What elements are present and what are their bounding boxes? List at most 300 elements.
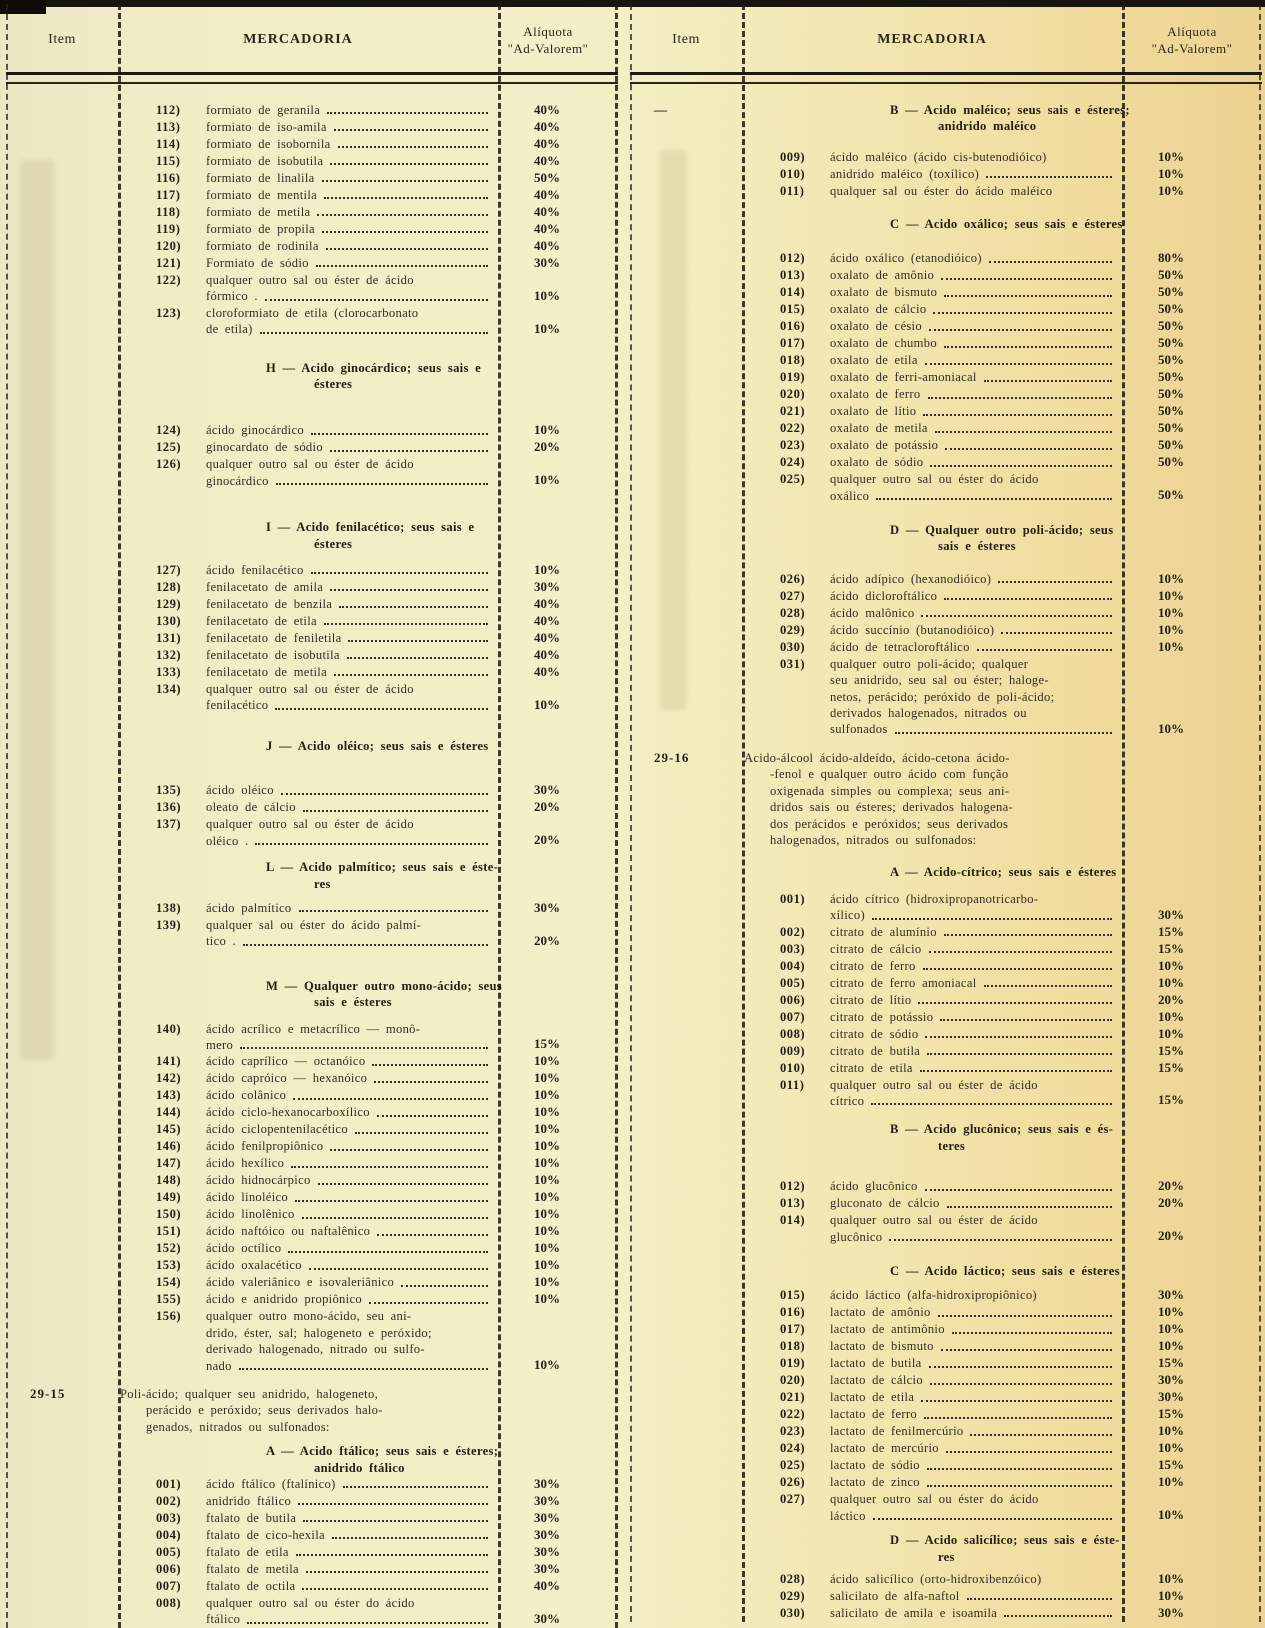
percentage: 30% bbox=[1158, 906, 1184, 922]
item-cell bbox=[630, 386, 742, 403]
table-row bbox=[630, 622, 1262, 639]
item-number: 156) bbox=[156, 1309, 182, 1324]
text-line bbox=[156, 664, 492, 680]
chapter-row bbox=[630, 750, 1262, 848]
item-number: 29-15 bbox=[30, 1385, 66, 1401]
text-line bbox=[744, 816, 1116, 832]
text-line bbox=[780, 301, 1116, 317]
item-cell bbox=[630, 1321, 742, 1338]
item-cell bbox=[630, 1178, 742, 1195]
mercadoria-cell bbox=[118, 1155, 498, 1172]
description-text: fenilacetato de isobutila bbox=[206, 648, 340, 663]
description-text: ácido malônico bbox=[830, 605, 915, 620]
item-cell bbox=[630, 301, 742, 318]
item-number: 015) bbox=[780, 302, 806, 317]
text-line bbox=[780, 166, 1116, 182]
mercadoria-cell bbox=[118, 1291, 498, 1308]
table-row bbox=[630, 403, 1262, 420]
aliquota-value bbox=[498, 613, 618, 630]
percentage: 10% bbox=[534, 1356, 560, 1372]
description-text: oxalato de bismuto bbox=[830, 285, 938, 300]
dot-leader bbox=[330, 589, 488, 591]
item-number: 029) bbox=[780, 622, 806, 637]
description-text: qualquer outro sal ou éster do ácido bbox=[830, 1492, 1039, 1507]
description-text: ácido glucônico bbox=[830, 1179, 918, 1194]
percentage: 10% bbox=[534, 1070, 560, 1086]
dot-leader bbox=[330, 1149, 488, 1151]
text-line bbox=[156, 439, 492, 455]
mercadoria-cell bbox=[118, 1257, 498, 1274]
item-cell bbox=[630, 166, 742, 183]
description-text: oxalato de césio bbox=[830, 319, 922, 334]
table-row bbox=[6, 238, 618, 255]
description-text: citrato de sódio bbox=[830, 1026, 919, 1041]
mercadoria-cell bbox=[118, 439, 498, 456]
row-gap bbox=[630, 232, 1262, 250]
dot-leader bbox=[276, 483, 488, 485]
item-number: 118) bbox=[156, 205, 181, 219]
table-row bbox=[6, 1087, 618, 1104]
table-row bbox=[630, 267, 1262, 284]
aliquota-value bbox=[498, 664, 618, 681]
item-number: 012) bbox=[780, 1179, 806, 1194]
item-cell bbox=[630, 1423, 742, 1440]
aliquota-value bbox=[1122, 992, 1262, 1009]
aliquota-value bbox=[1122, 1571, 1262, 1588]
dot-leader bbox=[302, 1588, 488, 1590]
item-number: 011) bbox=[780, 183, 805, 198]
percentage: 15% bbox=[1158, 1406, 1184, 1422]
dot-leader bbox=[927, 1053, 1112, 1055]
mercadoria-cell bbox=[118, 1206, 498, 1223]
table-row bbox=[6, 1021, 618, 1054]
table-row bbox=[6, 1274, 618, 1291]
aliquota-value bbox=[1122, 250, 1262, 267]
description-text: ácido oxalacético bbox=[206, 1258, 302, 1273]
mercadoria-cell bbox=[742, 522, 1122, 555]
item-cell bbox=[630, 1287, 742, 1304]
aliquota-value bbox=[1122, 284, 1262, 301]
percentage: 30% bbox=[534, 1544, 560, 1559]
description-text: lactato de amônio bbox=[830, 1305, 931, 1320]
text-line bbox=[156, 288, 492, 304]
table-row bbox=[630, 1406, 1262, 1423]
item-cell bbox=[6, 1291, 118, 1308]
text-line bbox=[156, 1121, 492, 1137]
text-line bbox=[780, 1060, 1116, 1076]
aliquota-value bbox=[498, 136, 618, 153]
text-line bbox=[780, 369, 1116, 385]
dot-leader bbox=[309, 1268, 488, 1270]
description-text: oxalato de amônio bbox=[830, 268, 935, 283]
description-text: qualquer outro poli-ácido; qualquer bbox=[830, 656, 1029, 671]
percentage: 50% bbox=[1158, 487, 1184, 503]
description-text: lactato de mercúrio bbox=[830, 1441, 939, 1456]
mercadoria-cell bbox=[742, 1571, 1122, 1588]
description-text: Poli-ácido; qualquer seu anidrido, halogeneto, bbox=[120, 1386, 379, 1401]
item-cell bbox=[6, 1189, 118, 1206]
dot-leader bbox=[347, 657, 488, 659]
mercadoria-cell bbox=[742, 639, 1122, 656]
table-row bbox=[6, 136, 618, 153]
dot-leader bbox=[944, 295, 1112, 297]
item-cell bbox=[630, 1372, 742, 1389]
percentage: 10% bbox=[1158, 1321, 1184, 1337]
mercadoria-cell bbox=[742, 216, 1129, 232]
item-cell bbox=[630, 864, 742, 880]
header-mercadoria: MERCADORIA bbox=[243, 31, 353, 47]
mercadoria-cell bbox=[742, 1389, 1122, 1406]
mercadoria-cell bbox=[118, 1476, 498, 1493]
aliquota-value bbox=[1129, 216, 1265, 232]
mercadoria-cell bbox=[118, 596, 498, 613]
description-text: ftalato de octila bbox=[206, 1579, 296, 1593]
description-text: genados, nitrados ou sulfonados: bbox=[146, 1419, 330, 1434]
text-line bbox=[156, 221, 492, 237]
percentage: 10% bbox=[1158, 1423, 1184, 1439]
row-gap bbox=[630, 1245, 1262, 1263]
header-aliquota-line2: "Ad-Valorem" bbox=[507, 40, 589, 56]
percentage: 10% bbox=[1158, 182, 1184, 198]
percentage: 10% bbox=[1158, 1338, 1184, 1354]
description-text: ácido linoléico bbox=[206, 1190, 288, 1205]
dot-leader bbox=[924, 1417, 1112, 1419]
item-number: 116) bbox=[156, 171, 181, 185]
table-row bbox=[6, 102, 618, 119]
table-row bbox=[630, 1178, 1262, 1195]
text-line bbox=[156, 1510, 492, 1526]
mercadoria-cell bbox=[118, 1138, 498, 1155]
item-number: 008) bbox=[780, 1026, 806, 1041]
description-text: citrato de lítio bbox=[830, 992, 912, 1007]
description-text: qualquer outro sal ou éster de ácido bbox=[206, 457, 414, 472]
item-number: 003) bbox=[780, 941, 806, 956]
item-cell bbox=[630, 639, 742, 656]
item-cell bbox=[630, 149, 742, 166]
description-text: derivado halogenado, nitrado ou sulfo- bbox=[206, 1342, 425, 1357]
dot-leader bbox=[940, 1019, 1112, 1021]
dot-leader bbox=[941, 1349, 1112, 1351]
item-number: 29-16 bbox=[654, 749, 690, 765]
header-item: Item bbox=[48, 31, 76, 47]
section-heading bbox=[630, 216, 1262, 232]
description-text: ácido valeriânico e isovaleriânico bbox=[206, 1275, 395, 1290]
text-line bbox=[780, 1304, 1116, 1320]
dot-leader bbox=[933, 312, 1112, 314]
dot-leader bbox=[316, 265, 488, 267]
item-cell bbox=[630, 522, 742, 555]
item-number: 015) bbox=[780, 1288, 806, 1303]
aliquota-value bbox=[1122, 301, 1262, 318]
percentage: 20% bbox=[1158, 1195, 1184, 1211]
mercadoria-cell bbox=[742, 437, 1122, 454]
description-text: ácido e anidrido propiônico bbox=[206, 1292, 362, 1307]
text-line bbox=[156, 579, 492, 595]
dot-leader bbox=[343, 1486, 488, 1488]
table-row bbox=[630, 369, 1262, 386]
table-row bbox=[630, 1588, 1262, 1605]
aliquota-value bbox=[498, 1070, 618, 1087]
description-text: lactato de etila bbox=[830, 1390, 915, 1405]
table-row bbox=[630, 975, 1262, 992]
text-line bbox=[890, 216, 1123, 232]
description-text: nado bbox=[206, 1358, 232, 1373]
text-line bbox=[266, 859, 498, 875]
dot-leader bbox=[369, 1302, 488, 1304]
mercadoria-cell bbox=[118, 1121, 498, 1138]
aliquota-value bbox=[498, 1155, 618, 1172]
table-row bbox=[630, 183, 1262, 200]
item-number: 001) bbox=[156, 1477, 182, 1491]
description-text: ftalato de etila bbox=[206, 1545, 289, 1559]
description-text: oxalato de cálcio bbox=[830, 302, 927, 317]
mercadoria-cell bbox=[742, 403, 1122, 420]
text-line bbox=[780, 1372, 1116, 1388]
item-number: 124) bbox=[156, 423, 182, 438]
item-cell bbox=[6, 1544, 118, 1561]
percentage: 10% bbox=[534, 1121, 560, 1137]
item-cell bbox=[630, 992, 742, 1009]
percentage: 40% bbox=[534, 136, 560, 151]
item-cell bbox=[630, 891, 742, 924]
percentage: 10% bbox=[1158, 1440, 1184, 1456]
mercadoria-cell bbox=[742, 1355, 1122, 1372]
text-line bbox=[780, 488, 1116, 504]
item-number: 021) bbox=[780, 1390, 806, 1405]
mercadoria-cell bbox=[742, 1372, 1122, 1389]
percentage: 15% bbox=[1158, 1355, 1184, 1371]
text-line bbox=[266, 978, 502, 994]
description-text: anidrido maléico (toxílico) bbox=[830, 166, 980, 181]
table-row bbox=[630, 992, 1262, 1009]
row-gap bbox=[6, 754, 618, 782]
mercadoria-cell bbox=[118, 1053, 498, 1070]
table-row bbox=[630, 891, 1262, 924]
table-row bbox=[6, 187, 618, 204]
text-line bbox=[156, 1223, 492, 1239]
item-cell bbox=[6, 1070, 118, 1087]
description-text: formiato de isobornila bbox=[206, 137, 331, 151]
text-line bbox=[156, 136, 492, 152]
aliquota-value bbox=[1122, 183, 1262, 200]
text-line bbox=[156, 1308, 492, 1324]
aliquota-value bbox=[498, 1104, 618, 1121]
percentage: 50% bbox=[1158, 301, 1184, 317]
item-number: 018) bbox=[780, 1339, 806, 1354]
percentage: 30% bbox=[534, 782, 560, 798]
aliquota-value bbox=[498, 1223, 618, 1240]
dot-leader bbox=[240, 1047, 488, 1049]
description-text: ácido salicílico (orto-hidroxibenzóico) bbox=[830, 1572, 1042, 1586]
item-cell bbox=[630, 1457, 742, 1474]
description-text: lactato de sódio bbox=[830, 1458, 920, 1473]
percentage: 30% bbox=[534, 1610, 560, 1626]
percentage: 10% bbox=[1158, 1025, 1184, 1041]
table-row bbox=[6, 1493, 618, 1510]
percentage: 50% bbox=[1158, 267, 1184, 283]
dot-leader bbox=[944, 934, 1112, 936]
percentage: 15% bbox=[1158, 1457, 1184, 1473]
percentage: 10% bbox=[1158, 165, 1184, 181]
mercadoria-cell bbox=[118, 255, 498, 272]
aliquota-value bbox=[498, 579, 618, 596]
item-number: 150) bbox=[156, 1207, 182, 1222]
item-cell bbox=[630, 369, 742, 386]
text-line bbox=[780, 907, 1116, 923]
text-line bbox=[156, 1206, 492, 1222]
description-text: ácido ftálico (ftalínico) bbox=[206, 1477, 336, 1491]
mercadoria-cell bbox=[118, 1070, 498, 1087]
section-heading bbox=[630, 1532, 1262, 1565]
aliquota-value bbox=[1126, 1532, 1265, 1565]
mercadoria-cell bbox=[118, 204, 498, 221]
mercadoria-cell bbox=[118, 119, 498, 136]
description-text: halogenados, nitrados ou sulfonados: bbox=[770, 832, 977, 847]
description-text: seu anidrido, seu sal ou éster; haloge- bbox=[830, 673, 1049, 688]
table-header bbox=[630, 0, 1262, 72]
percentage: 10% bbox=[534, 472, 560, 488]
dot-leader bbox=[281, 793, 488, 795]
description-text: formiato de linalila bbox=[206, 171, 315, 185]
item-number: 113) bbox=[156, 120, 181, 134]
dot-leader bbox=[925, 363, 1112, 365]
aliquota-value bbox=[1122, 941, 1262, 958]
dot-leader bbox=[288, 1251, 488, 1253]
percentage: 40% bbox=[534, 187, 560, 202]
description-text: mero bbox=[206, 1037, 234, 1052]
dot-leader bbox=[239, 1368, 488, 1370]
text-line bbox=[780, 386, 1116, 402]
percentage: 40% bbox=[534, 630, 560, 646]
mercadoria-cell bbox=[118, 1595, 498, 1628]
dot-leader bbox=[295, 1200, 488, 1202]
text-line bbox=[780, 1077, 1116, 1093]
header-aliquota-line1: Alíquota bbox=[523, 23, 573, 39]
mercadoria-cell bbox=[742, 183, 1122, 200]
aliquota-value bbox=[1122, 1212, 1262, 1245]
mercadoria-cell bbox=[118, 816, 498, 849]
table-row bbox=[630, 284, 1262, 301]
mercadoria-cell bbox=[742, 318, 1122, 335]
mercadoria-cell bbox=[118, 579, 498, 596]
mercadoria-cell bbox=[742, 656, 1122, 738]
aliquota-value bbox=[1122, 1195, 1262, 1212]
item-number: 114) bbox=[156, 137, 181, 151]
description-text: oxalato de potássio bbox=[830, 438, 939, 453]
description-text: oxalato de ferro bbox=[830, 387, 921, 402]
text-line bbox=[780, 1321, 1116, 1337]
item-number: 120) bbox=[156, 239, 182, 253]
aliquota-value bbox=[1122, 352, 1262, 369]
aliquota-value bbox=[1122, 267, 1262, 284]
description-text: citrato de ferro bbox=[830, 958, 916, 973]
text-line bbox=[156, 647, 492, 663]
mercadoria-cell bbox=[742, 1457, 1122, 1474]
table-row bbox=[630, 1571, 1262, 1588]
text-line bbox=[890, 522, 1116, 538]
percentage: 50% bbox=[1158, 352, 1184, 368]
mercadoria-cell bbox=[118, 102, 498, 119]
aliquota-value bbox=[1122, 149, 1262, 166]
dot-leader bbox=[935, 431, 1112, 433]
mercadoria-cell bbox=[742, 1304, 1122, 1321]
mercadoria-cell bbox=[118, 136, 498, 153]
mercadoria-cell bbox=[118, 1544, 498, 1561]
aliquota-value bbox=[1122, 639, 1262, 656]
table-row bbox=[630, 1355, 1262, 1372]
dot-leader bbox=[984, 985, 1112, 987]
table-row bbox=[6, 272, 618, 305]
description-text: H — Acido ginocárdico; seus sais e bbox=[266, 360, 482, 375]
text-line bbox=[156, 473, 492, 489]
table-row bbox=[630, 166, 1262, 183]
aliquota-value bbox=[1122, 318, 1262, 335]
row-gap bbox=[630, 1154, 1262, 1178]
aliquota-value bbox=[1122, 1043, 1262, 1060]
text-line bbox=[156, 1527, 492, 1543]
item-cell bbox=[630, 454, 742, 471]
text-line bbox=[890, 864, 1116, 880]
table-row bbox=[630, 454, 1262, 471]
table-row bbox=[6, 613, 618, 630]
text-line bbox=[780, 1571, 1116, 1587]
text-line bbox=[780, 721, 1116, 737]
percentage: 50% bbox=[1158, 403, 1184, 419]
row-gap bbox=[6, 892, 618, 900]
aliquota-value bbox=[1122, 1077, 1262, 1110]
item-cell bbox=[630, 1263, 742, 1279]
aliquota-value bbox=[498, 782, 618, 799]
item-number: 144) bbox=[156, 1105, 182, 1120]
percentage: 30% bbox=[1158, 1372, 1184, 1388]
item-number: 022) bbox=[780, 1407, 806, 1422]
dot-leader bbox=[372, 1064, 488, 1066]
left-table bbox=[6, 0, 618, 1628]
table-row bbox=[6, 1206, 618, 1223]
text-line bbox=[266, 360, 492, 376]
table-row bbox=[6, 782, 618, 799]
description-text: qualquer outro sal ou éster de ácido bbox=[206, 817, 414, 832]
aliquota-value bbox=[498, 1510, 618, 1527]
dot-leader bbox=[334, 129, 488, 131]
item-number: 016) bbox=[780, 1305, 806, 1320]
table-row bbox=[6, 1308, 618, 1374]
row-gap bbox=[630, 1279, 1262, 1287]
text-line bbox=[156, 1274, 492, 1290]
section-heading bbox=[630, 864, 1262, 880]
percentage: 50% bbox=[1158, 369, 1184, 385]
aliquota-value bbox=[498, 102, 618, 119]
table-row bbox=[6, 630, 618, 647]
description-text: A — Acido ftálico; seus sais e ésteres; bbox=[266, 1444, 499, 1459]
table-row bbox=[630, 1605, 1262, 1622]
text-line bbox=[156, 1070, 492, 1086]
aliquota-value bbox=[1122, 891, 1262, 924]
description-text: fórmico . bbox=[206, 289, 258, 304]
mercadoria-cell bbox=[742, 864, 1122, 880]
mercadoria-cell bbox=[742, 622, 1122, 639]
table-row bbox=[630, 1338, 1262, 1355]
percentage: 20% bbox=[1158, 1227, 1184, 1243]
text-line bbox=[744, 766, 1116, 782]
dot-leader bbox=[330, 450, 488, 452]
text-line bbox=[780, 1093, 1116, 1109]
item-cell bbox=[630, 1121, 742, 1154]
item-cell bbox=[6, 1308, 118, 1374]
table-row bbox=[630, 352, 1262, 369]
item-number: 146) bbox=[156, 1139, 182, 1154]
mercadoria-cell bbox=[742, 1491, 1122, 1524]
